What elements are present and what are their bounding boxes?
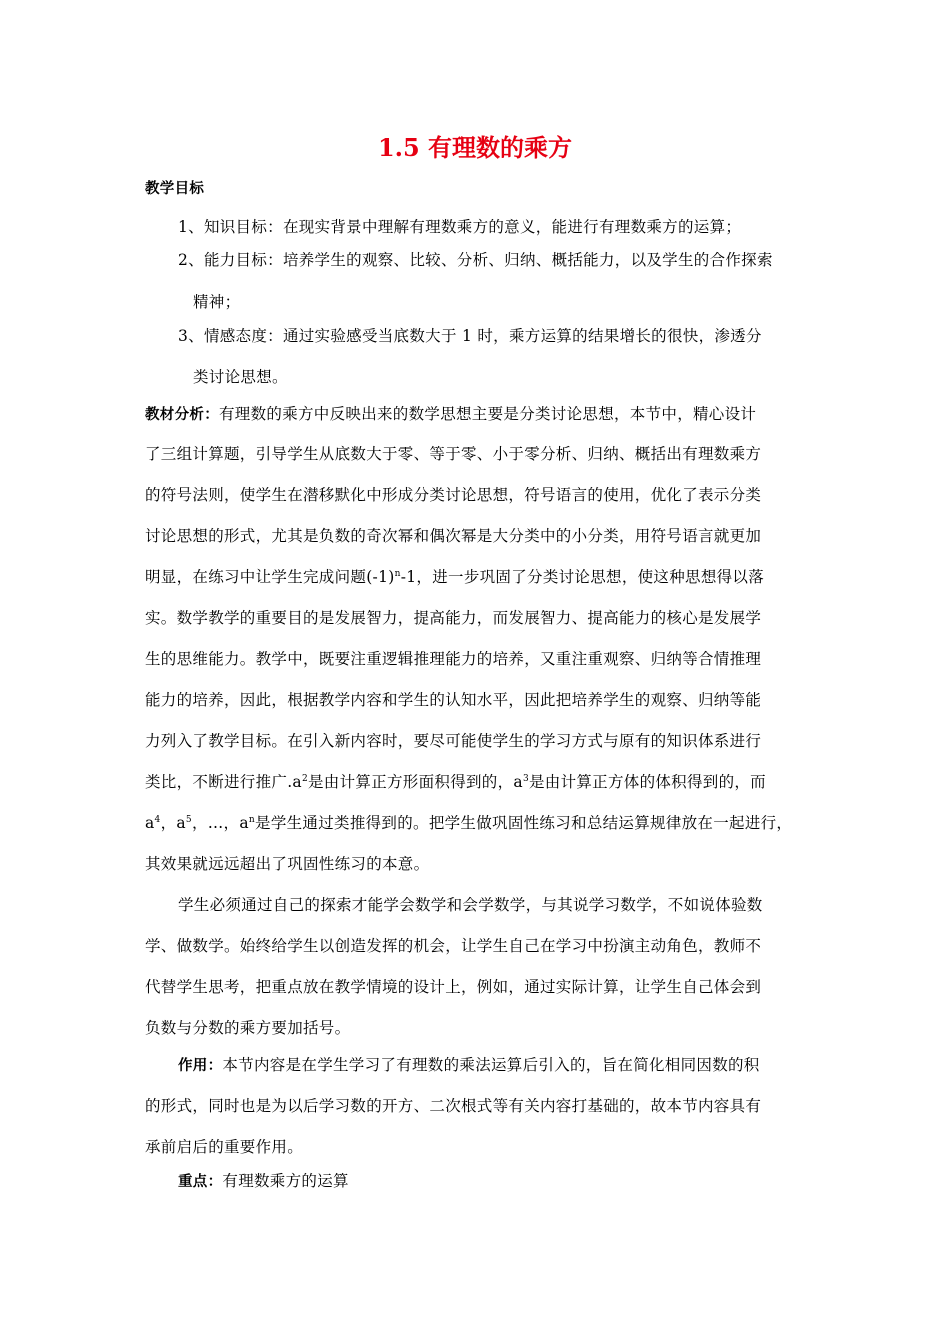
key-point-line: [178, 1170, 349, 1193]
para2-line: 负数与分数的乘方要加括号。: [145, 1019, 351, 1037]
goal-item-continued: 精神；: [193, 293, 241, 311]
analysis-line: 力列入了教学目标。在引入新内容时，要尽可能使学生的学习方式与原有的知识体系进行: [145, 732, 762, 750]
analysis-line: 了三组计算题，引导学生从底数大于零、等于零、小于零分析、归纳、概括出有理数乘方: [145, 445, 762, 463]
page-title: 1.5 有理数的乘方: [377, 133, 573, 162]
role-line: 承前启后的重要作用。: [145, 1138, 304, 1156]
analysis-line: 其效果就远远超出了巩固性练习的本意。: [145, 855, 430, 873]
goal-item: 2、能力目标：培养学生的观察、比较、分析、归纳、概括能力，以及学生的合作探索: [178, 251, 773, 269]
analysis-line: 实。数学教学的重要目的是发展智力，提高能力，而发展智力、提高能力的核心是发展学: [145, 609, 762, 627]
role-line: 作用：本节内容是在学生学习了有理数的乘法运算后引入的，旨在简化相同因数的积: [178, 1056, 760, 1074]
analysis-line: $a^4$，$a^5$，…，$a^n$是学生通过类推得到的。把学生做巩固性练习和总结运算规律放在一起进行，: [145, 814, 793, 832]
para2-line: 学、做数学。始终给学生以创造发挥的机会，让学生自己在学习中扮演主动角色，教师不: [145, 937, 762, 955]
analysis-line: 讨论思想的形式，尤其是负数的奇次幂和偶次幂是大分类中的小分类，用符号语言就更加: [145, 527, 762, 545]
role-label: 作用：: [178, 1058, 223, 1074]
goal-item: 3、情感态度：通过实验感受当底数大于 1 时，乘方运算的结果增长的很快，渗透分: [178, 327, 762, 345]
analysis-label: 教材分析：: [145, 407, 219, 423]
goal-item: 1、知识目标：在现实背景中理解有理数乘方的意义，能进行有理数乘方的运算；: [178, 218, 742, 236]
analysis-line: 能力的培养，因此，根据教学内容和学生的认知水平，因此把培养学生的观察、归纳等能: [145, 691, 762, 709]
role-line: 的形式，同时也是为以后学习数的开方、二次根式等有关内容打基础的，故本节内容具有: [145, 1097, 762, 1115]
goals-heading: 教学目标: [145, 181, 205, 197]
analysis-line: 生的思维能力。教学中，既要注重逻辑推理能力的培养，又重注重观察、归纳等合情推理: [145, 650, 762, 668]
key-point-label: 重点：: [178, 1174, 223, 1190]
analysis-line: 教材分析：有理数的乘方中反映出来的数学思想主要是分类讨论思想，本节中，精心设计: [145, 405, 757, 423]
analysis-line: 明显，在练习中让学生完成问题$(-1)^n-1$，进一步巩固了分类讨论思想，使这种思想得以落: [145, 568, 765, 586]
goal-item-continued: 类讨论思想。: [193, 368, 288, 386]
para2-line: 代替学生思考，把重点放在教学情境的设计上，例如，通过实际计算，让学生自己体会到: [145, 978, 762, 996]
analysis-line: 的符号法则，使学生在潜移默化中形成分类讨论思想，符号语言的使用，优化了表示分类: [145, 486, 762, 504]
analysis-line: 类比，不断进行推广$.a^2$是由计算正方形面积得到的，$a^3$是由计算正方体的体积得到的，而: [145, 773, 766, 791]
key-point-text: 有理数乘方的运算: [222, 1172, 349, 1190]
para2-line: 学生必须通过自己的探索才能学会数学和会学数学，与其说学习数学，不如说体验数: [178, 896, 763, 914]
